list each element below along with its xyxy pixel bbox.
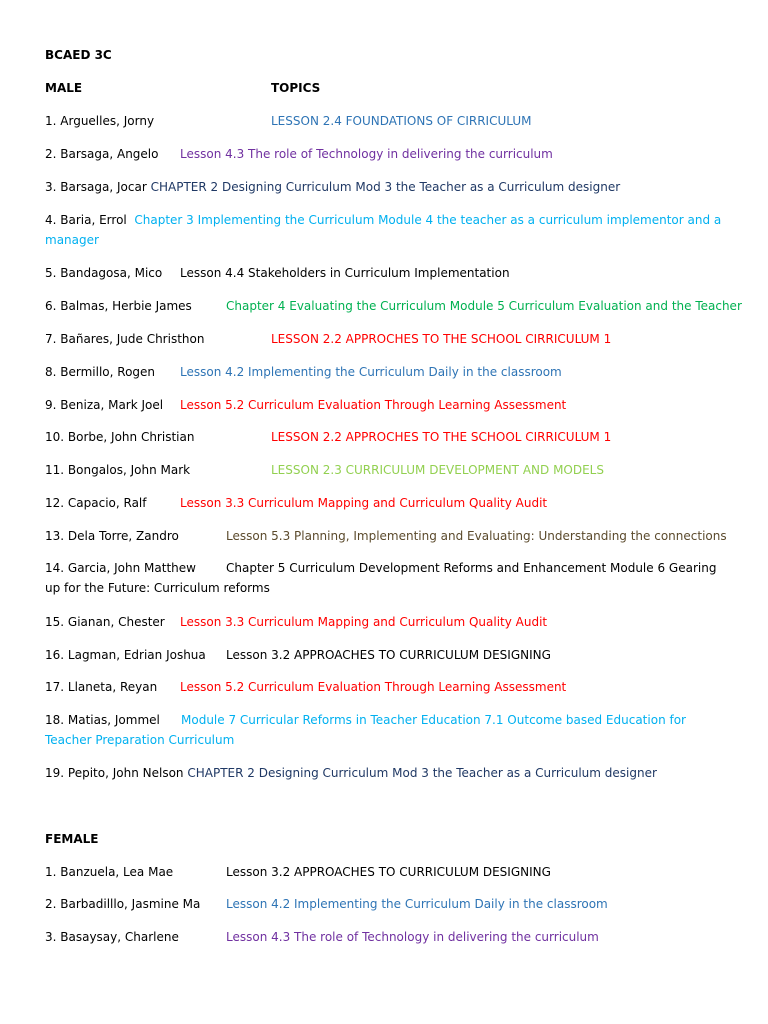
student-topic: Lesson 5.2 Curriculum Evaluation Through Learning Assessment [180, 680, 567, 694]
student-topic: Lesson 3.2 APPROACHES TO CURRICULUM DESIGNING [226, 648, 551, 662]
list-item [45, 177, 728, 197]
female-header: FEMALE [45, 832, 99, 846]
student-topic: Chapter 3 Implementing the Curriculum Module 4 the teacher as a curriculum implementor and a manager [45, 213, 722, 247]
student-name: 19. Pepito, John Nelson [45, 766, 184, 780]
student-name: 12. Capacio, Ralf [45, 496, 147, 510]
student-topic: Lesson 4.3 The role of Technology in delivering the curriculum [226, 930, 599, 944]
student-name: 4. Baria, Errol [45, 213, 127, 227]
student-name: 6. Balmas, Herbie James [45, 299, 192, 313]
student-topic: Lesson 5.2 Curriculum Evaluation Through Learning Assessment [180, 398, 567, 412]
student-name: 8. Bermillo, Rogen [45, 365, 156, 379]
student-topic: CHAPTER 2 Designing Curriculum Mod 3 the Teacher as a Curriculum designer [187, 766, 657, 780]
student-name: 13. Dela Torre, Zandro [45, 529, 179, 543]
student-topic: CHAPTER 2 Designing Curriculum Mod 3 the Teacher as a Curriculum designer [150, 180, 621, 194]
student-topic: LESSON 2.4 FOUNDATIONS OF CIRRICULUM [271, 114, 532, 128]
student-name: 1. Banzuela, Lea Mae [45, 865, 174, 879]
student-name: 7. Bañares, Jude Christhon [45, 332, 205, 346]
student-name: 2. Barsaga, Angelo [45, 147, 159, 161]
student-topic: Lesson 4.4 Stakeholders in Curriculum Implementation [180, 266, 510, 280]
student-name: 14. Garcia, John Matthew [45, 561, 196, 575]
student-name: 2. Barbadilllo, Jasmine Ma [45, 897, 201, 911]
student-topic: Lesson 4.3 The role of Technology in delivering the curriculum [180, 147, 553, 161]
student-topic: Lesson 4.2 Implementing the Curriculum Daily in the classroom [180, 365, 562, 379]
student-topic: Lesson 3.3 Curriculum Mapping and Curriculum Quality Audit [180, 615, 548, 629]
student-name: 1. Arguelles, Jorny [45, 114, 155, 128]
student-topic: Chapter 4 Evaluating the Curriculum Module 5 Curriculum Evaluation and the Teacher [226, 299, 742, 313]
student-topic: Lesson 5.3 Planning, Implementing and Evaluating: Understanding the connections [226, 529, 727, 543]
student-name: 10. Borbe, John Christian [45, 430, 195, 444]
male-header: MALE [45, 81, 83, 95]
student-name: 5. Bandagosa, Mico [45, 266, 163, 280]
student-name: 3. Barsaga, Jocar [45, 180, 147, 194]
student-topic: Lesson 3.2 APPROACHES TO CURRICULUM DESIGNING [226, 865, 551, 879]
student-topic: Module 7 Curricular Reforms in Teacher Education 7.1 Outcome based Education for Teacher Preparation Curriculum [45, 713, 686, 747]
student-topic: LESSON 2.2 APPROCHES TO THE SCHOOL CIRRICULUM 1 [271, 332, 612, 346]
list-item [45, 710, 728, 750]
student-name: 11. Bongalos, John Mark [45, 463, 191, 477]
student-name: 18. Matias, Jommel [45, 713, 160, 727]
student-topic: Lesson 4.2 Implementing the Curriculum Daily in the classroom [226, 897, 608, 911]
class-title: BCAED 3C [45, 48, 112, 62]
student-name: 3. Basaysay, Charlene [45, 930, 179, 944]
student-topic: LESSON 2.3 CURRICULUM DEVELOPMENT AND MODELS [271, 463, 604, 477]
student-topic: LESSON 2.2 APPROCHES TO THE SCHOOL CIRRICULUM 1 [271, 430, 612, 444]
topics-header: TOPICS [271, 81, 321, 95]
list-item [45, 763, 728, 783]
student-topic: Lesson 3.3 Curriculum Mapping and Curriculum Quality Audit [180, 496, 548, 510]
list-item [45, 210, 728, 250]
list-item [45, 558, 728, 598]
student-name: 17. Llaneta, Reyan [45, 680, 158, 694]
student-name: 9. Beniza, Mark Joel [45, 398, 164, 412]
student-name: 15. Gianan, Chester [45, 615, 165, 629]
student-name: 16. Lagman, Edrian Joshua [45, 648, 206, 662]
student-topic: Chapter 5 Curriculum Development Reforms and Enhancement Module 6 Gearing up for the Future: Curriculum reforms [45, 561, 717, 595]
